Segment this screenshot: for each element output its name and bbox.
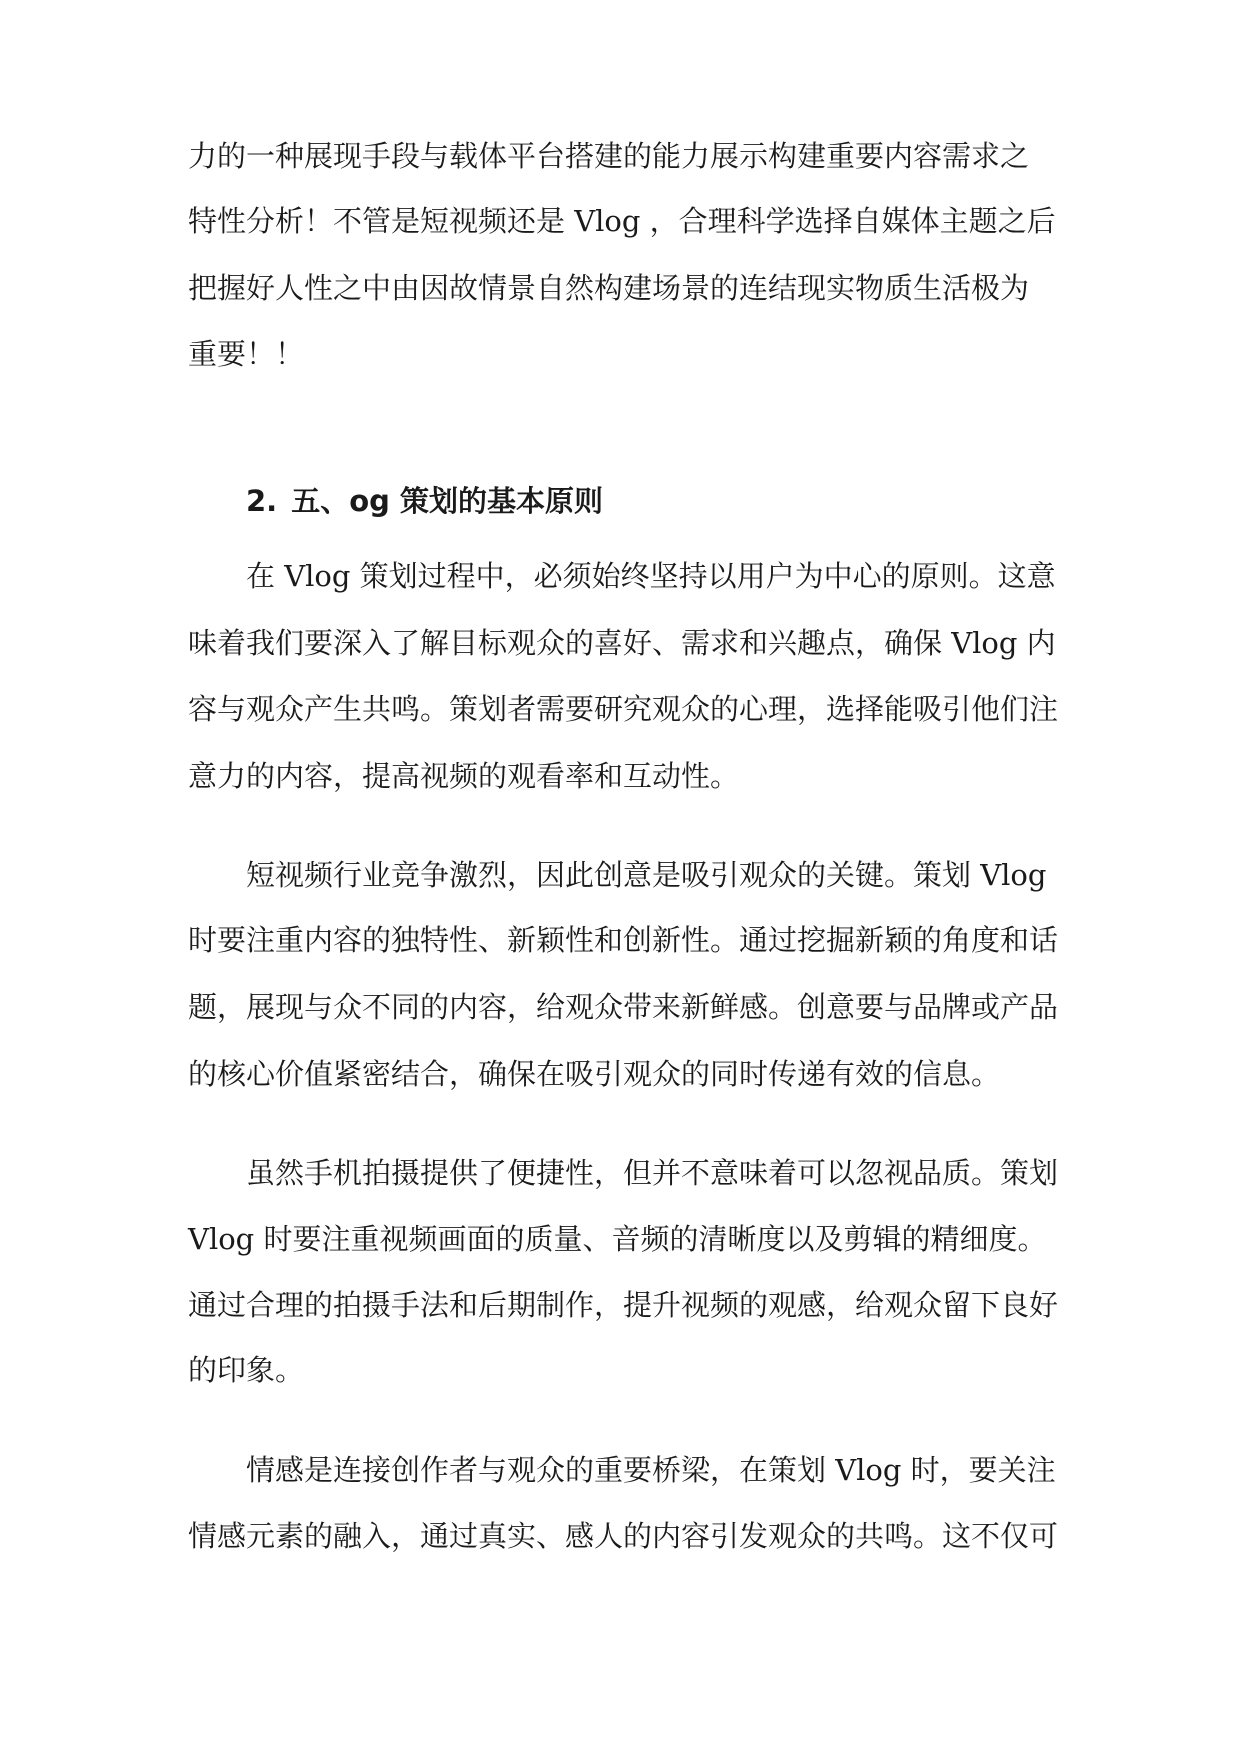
intro-line-3: 把握好人性之中由因故情景自然构建场景的连结现实物质生活极为 [188,271,1030,305]
paragraph-1-line-4: 意力的内容，提高视频的观看率和互动性。 [188,759,740,793]
intro-line-2: 特性分析！不管是短视频还是 Vlog ，合理科学选择自媒体主题之后 [188,204,1056,238]
paragraph-4-line-1: 情感是连接创作者与观众的重要桥梁，在策划 Vlog 时，要关注 [246,1453,1056,1487]
section-title: 五、og 策划的基本原则 [291,484,603,518]
paragraph-3-line-2: Vlog 时要注重视频画面的质量、音频的清晰度以及剪辑的精细度。 [188,1222,1047,1256]
intro-line-4: 重要！！ [188,337,305,371]
paragraph-3-line-1: 虽然手机拍摄提供了便捷性，但并不意味着可以忽视品质。策划 [246,1156,1059,1190]
paragraph-1-line-1: 在 Vlog 策划过程中，必须始终坚持以用户为中心的原则。这意 [246,559,1056,593]
paragraph-2-line-3: 题，展现与众不同的内容，给观众带来新鲜感。创意要与品牌或产品 [188,990,1059,1024]
section-number: 2. [246,484,278,518]
paragraph-2-line-1: 短视频行业竞争激烈，因此创意是吸引观众的关键。策划 Vlog [246,858,1047,892]
paragraph-3-line-4: 的印象。 [188,1353,305,1387]
paragraph-2-line-4: 的核心价值紧密结合，确保在吸引观众的同时传递有效的信息。 [188,1057,1001,1091]
paragraph-4-line-2: 情感元素的融入，通过真实、感人的内容引发观众的共鸣。这不仅可 [188,1519,1059,1553]
paragraph-1-line-2: 味着我们要深入了解目标观众的喜好、需求和兴趣点，确保 Vlog 内 [188,626,1056,660]
paragraph-2-line-2: 时要注重内容的独特性、新颖性和创新性。通过挖掘新颖的角度和话 [188,923,1059,957]
paragraph-3-line-3: 通过合理的拍摄手法和后期制作，提升视频的观感，给观众留下良好 [188,1288,1059,1322]
paragraph-1-line-3: 容与观众产生共鸣。策划者需要研究观众的心理，选择能吸引他们注 [188,692,1059,726]
section-heading [246,481,1116,521]
intro-line-1: 力的一种展现手段与载体平台搭建的能力展示构建重要内容需求之 [188,139,1030,173]
